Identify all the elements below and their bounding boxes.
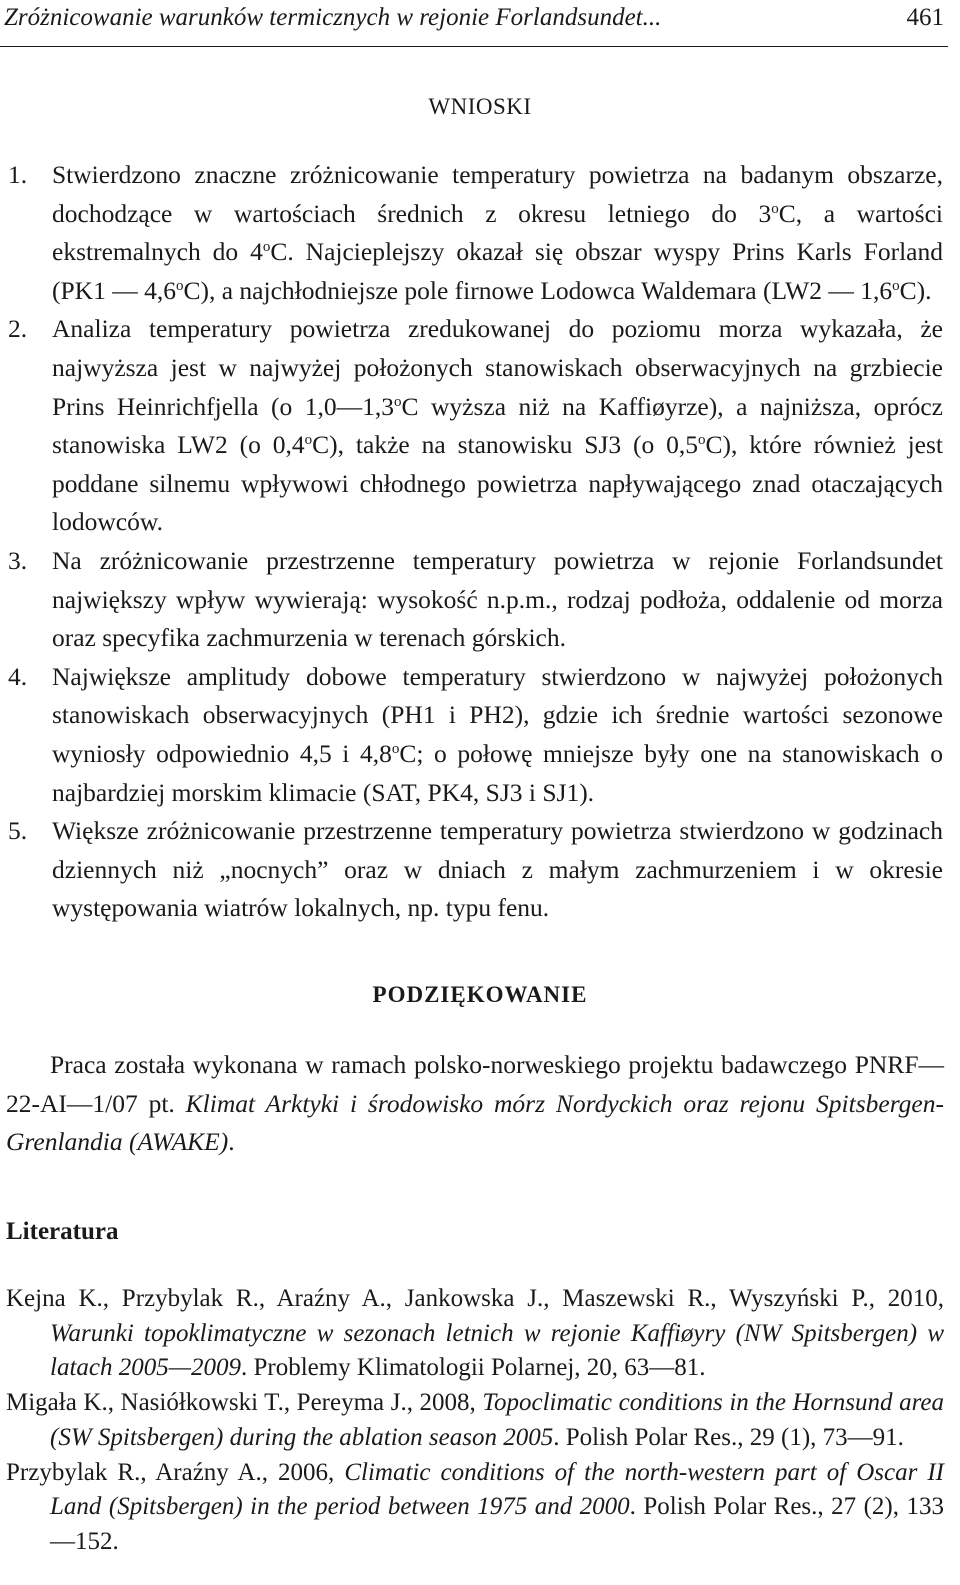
item-number: 2.	[8, 314, 28, 344]
degree-mark: o	[698, 432, 706, 449]
reference-title: Climatic conditions of the north-western part of Oscar II Land (Spitsbergen) in the period between 1975 and 2000	[50, 1458, 944, 1521]
reference-title: Warunki topoklimatyczne w sezonach letnich w rejonie Kaffiøyry (NW Spitsbergen) w latach 2005—2009	[50, 1319, 944, 1382]
conclusion-item-2	[8, 310, 943, 542]
conclusion-text: C, a wartości ekstremalnych do 4	[52, 198, 943, 267]
item-number: 5.	[8, 816, 28, 846]
degree-mark: o	[394, 393, 402, 410]
reference-entry-3	[6, 1456, 944, 1560]
acknowledgements-heading: PODZIĘKOWANIE	[372, 982, 588, 1007]
project-title: Klimat Arktyki i środowisko mórz Nordyckich oraz rejonu Spitsbergen-Grenlandia (AWAKE)	[6, 1088, 944, 1157]
conclusion-text: Większe zróżnicowanie przestrzenne temperatury powietrza stwierdzono w godzinach dziennych niż „nocnych” oraz w dniach z małym zachmurzeniem i w okresie występowania wiatrów lokalnych, np. typu fenu.	[52, 816, 943, 923]
conclusion-text: Na zróżnicowanie przestrzenne temperatury powietrza w rejonie Forlandsundet największy wpływ wywierają: wysokość n.p.m., rodzaj podłoża, oddalenie od morza oraz specyfika zachmurzenia w terenach górskich.	[52, 545, 943, 653]
conclusion-item-3	[8, 542, 943, 658]
conclusions-heading: WNIOSKI	[428, 94, 532, 119]
conclusion-item-4	[8, 658, 943, 812]
page-number: 461	[906, 4, 944, 31]
degree-mark: o	[304, 432, 313, 449]
conclusion-text: C).	[899, 275, 932, 305]
literature-heading: Literatura	[6, 1218, 119, 1245]
degree-mark: o	[892, 277, 900, 294]
reference-authors: Przybylak R., Araźny A., 2006,	[6, 1458, 345, 1486]
conclusion-item-5	[8, 812, 943, 928]
degree-mark: o	[771, 200, 779, 217]
degree-mark: o	[391, 740, 400, 757]
degree-mark: o	[175, 277, 184, 294]
reference-list	[6, 1282, 944, 1560]
reference-title: Topoclimatic conditions in the Hornsund area (SW Spitsbergen) during the ablation season 2005	[50, 1389, 944, 1451]
item-number: 3.	[8, 545, 28, 575]
running-header	[0, 0, 948, 47]
conclusion-text: C), także na stanowisku SJ3 (o 0,5	[312, 430, 698, 460]
conclusion-item-1	[8, 156, 943, 310]
reference-entry-2	[6, 1386, 944, 1455]
conclusion-text: C), a najchłodniejsze pole firnowe Lodowca Waldemara (LW2 — 1,6	[183, 275, 893, 305]
conclusions-list	[8, 156, 943, 928]
acknowledgements-end: .	[228, 1127, 235, 1157]
reference-authors: Kejna K., Przybylak R., Araźny A., Jankowska J., Maszewski R., Wyszyński P., 2010,	[6, 1285, 944, 1312]
reference-authors: Migała K., Nasiółkowski T., Pereyma J., 2008,	[6, 1389, 483, 1417]
running-title: Zróżnicowanie warunków termicznych w rejonie Forlandsundet...	[4, 4, 662, 31]
reference-source: . Polish Polar Res., 27 (2), 133—152.	[50, 1493, 944, 1555]
reference-source: . Polish Polar Res., 29 (1), 73—91.	[553, 1423, 904, 1451]
conclusion-text: C. Najcieplejszy okazał się obszar wyspy Prins Karls Forland (PK1 — 4,6	[52, 237, 943, 305]
conclusion-text: Analiza temperatury powietrza zredukowanej do poziomu morza wykazała, że najwyższa jest w najwyżej położonych stanowiskach obserwacyjnych na grzbiecie Prins Heinrichfjella (o 1,0—1,3	[52, 314, 943, 421]
reference-source: . Problemy Klimatologii Polarnej, 20, 63—81.	[240, 1354, 706, 1382]
item-number: 1.	[8, 160, 28, 189]
reference-entry-1	[6, 1282, 944, 1386]
acknowledgements-paragraph	[6, 1046, 944, 1162]
conclusion-text: C; o połowę mniejsze były one na stanowiskach o najbardziej morskim klimacie (SAT, PK4, SJ3 i SJ1).	[52, 738, 944, 807]
item-number: 4.	[8, 661, 28, 691]
acknowledgements-text: Praca została wykonana w ramach polsko-norweskiego projektu badawczego PNRF—22-AI—1/07 pt.	[6, 1050, 944, 1118]
conclusion-text: Stwierdzono znaczne zróżnicowanie temperatury powietrza na badanym obszarze, dochodzące w wartościach średnich z okresu letniego do 3	[52, 160, 943, 228]
conclusion-text: Największe amplitudy dobowe temperatury stwierdzono w najwyżej położonych stanowiskach obserwacyjnych (PH1 i PH2), gdzie ich średnie wartości sezonowe wyniosły odpowiednio 4,5 i 4,8	[52, 661, 943, 768]
conclusion-text: C wyższa niż na Kaffiøyrze), a najniższa, oprócz stanowiska LW2 (o 0,4	[52, 391, 943, 460]
conclusion-text: C), które również jest poddane silnemu wpływowi chłodnego powietrza napływającego znad otaczających lodowców.	[52, 430, 944, 537]
degree-mark: o	[262, 239, 271, 256]
